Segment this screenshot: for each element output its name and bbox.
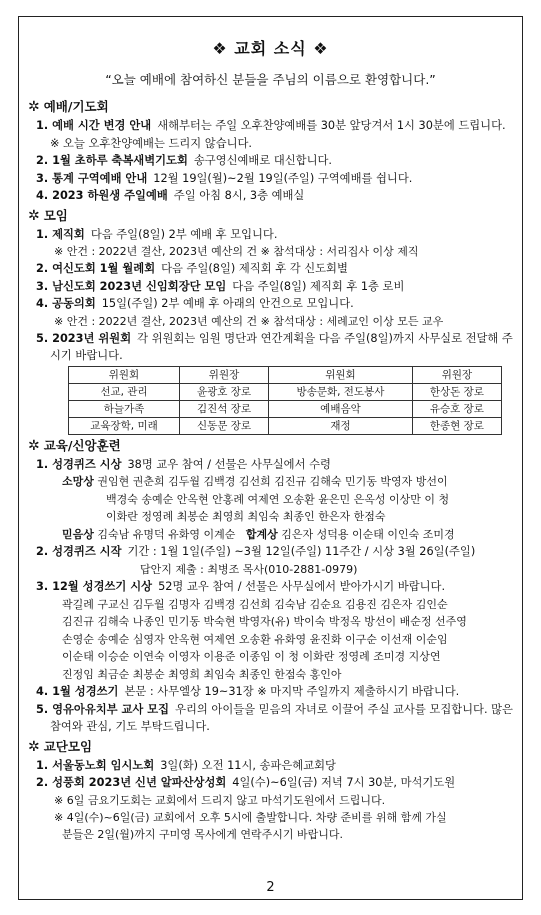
table-cell: 재정 xyxy=(269,417,413,434)
name-line: 곽길례 구교신 김두월 김명자 김백경 김선희 김숙남 김순요 김용진 김은자 김인순 xyxy=(62,597,448,611)
list-item: 1. 성경퀴즈 시상 38명 교우 참여 / 선물은 사무실에서 수령 xyxy=(36,457,331,471)
table-cell: 교육장학, 미래 xyxy=(69,417,180,434)
section-title: 모임 xyxy=(43,207,68,223)
note: 답안지 제출 : 최병조 목사(010-2881-0979) xyxy=(140,562,358,576)
table-header: 위원회 xyxy=(269,366,413,383)
award-line: 이화란 정영례 최봉순 최영희 최임숙 최종인 한은자 한점숙 xyxy=(106,510,386,523)
name-line: 손영순 송예순 심영자 안옥현 여제연 오송환 유화영 윤진화 이구순 이선재 이순임 xyxy=(62,632,448,646)
table-header: 위원장 xyxy=(179,366,268,383)
asterisk-icon: ✲ xyxy=(28,437,40,454)
note: ※ 4일(수)~6일(금) 교회에서 오후 5시에 출발합니다. 차량 준비를 위해 함께 가실 xyxy=(54,810,447,824)
table-cell: 선교, 관리 xyxy=(69,383,180,400)
page-number: 2 xyxy=(266,880,275,895)
list-item: 2. 성경퀴즈 시작 기간 : 1월 1일(주일) ~3월 12일(주일) 11주간 / 시상 3월 26일(주일) xyxy=(36,545,476,558)
section-denomination xyxy=(28,738,514,756)
name-line: 이순태 이승순 이연숙 이영자 이용준 이종임 이 청 이화란 정영례 조미경 지상연 xyxy=(62,650,441,663)
section-title: 예배/기도회 xyxy=(43,99,109,114)
section-title: 교육/신앙훈련 xyxy=(43,437,121,453)
table-cell: 윤광호 장로 xyxy=(179,383,268,400)
table-cell: 신동문 장로 xyxy=(179,417,268,434)
award-line: 소망상 권임현 권춘희 김두월 김백경 김선희 김진규 김해숙 민기동 박영자 방선이 xyxy=(62,475,448,488)
table-cell: 예배음악 xyxy=(269,400,413,417)
table-row xyxy=(69,383,502,400)
list-item: 3. 12월 성경쓰기 시상 52명 교우 참여 / 선물은 사무실에서 받아가시기 바랍니다. xyxy=(36,580,446,593)
section-education xyxy=(28,437,514,455)
award-line: 믿음상 김숙남 유명덕 유화영 이계순 합계상 김은자 성덕용 이순태 이인숙 조미경 xyxy=(62,527,455,541)
list-item: 2. 1월 초하루 축복새벽기도회 송구영신예배로 대신합니다. xyxy=(36,154,332,167)
asterisk-icon: ✲ xyxy=(28,207,40,224)
note: 분들은 2일(월)까지 구미영 목사에게 연락주시기 바랍니다. xyxy=(62,827,343,841)
section-worship xyxy=(28,98,514,116)
table-row xyxy=(69,400,502,417)
list-item: 2. 여신도회 1월 월례회 다음 주일(8일) 제직회 후 각 신도회별 xyxy=(36,262,348,275)
list-item: 2. 성풍회 2023년 신년 알파산상성회 4일(수)~6일(금) 저녁 7시 30분, 마석기도원 xyxy=(36,776,456,789)
table-cell: 방송문화, 전도봉사 xyxy=(269,383,413,400)
list-item: 4. 2023 하원생 주일예배 주일 아침 8시, 3층 예배실 xyxy=(36,189,305,202)
list-item: 5. 영유아유치부 교사 모집 우리의 아이들을 믿음의 자녀로 이끌어 주실 교사를 모집합니다. 많은 참여와 관심, 기도 부탁드립니다. xyxy=(36,702,513,733)
note: ※ 안건 : 2022년 결산, 2023년 예산의 건 ※ 참석대상 : 세례교인 이상 모든 교우 xyxy=(54,314,444,328)
note: ※ 6일 금요기도회는 교회에서 드리지 않고 마석기도원에서 드립니다. xyxy=(54,793,386,807)
table-cell: 하늘가족 xyxy=(69,400,180,417)
note: ※ 안건 : 2022년 결산, 2023년 예산의 건 ※ 참석대상 : 서리집사 이상 제직 xyxy=(54,245,419,258)
page-title: ❖ 교회 소식 ❖ xyxy=(212,39,329,58)
welcome-message: “오늘 예배에 참여하신 분들을 주님의 이름으로 환영합니다.” xyxy=(105,72,436,87)
table-cell: 유승호 장로 xyxy=(412,400,501,417)
committee-table xyxy=(68,366,502,435)
list-item: 3. 통계 구역예배 안내 12월 19일(월)~2월 19일(주일) 구역예배를 쉽니다. xyxy=(36,171,413,185)
list-item: 3. 남신도회 2023년 신임회장단 모임 다음 주일(8일) 제직회 후 1층 로비 xyxy=(36,279,405,293)
list-item: 1. 제직회 다음 주일(8일) 2부 예배 후 모입니다. xyxy=(36,227,278,241)
table-cell: 한종현 장로 xyxy=(412,417,501,434)
asterisk-icon: ✲ xyxy=(28,738,40,755)
list-item: 5. 2023년 위원회 각 위원회는 임원 명단과 연간계획을 다음 주일(8일)까지 사무실로 전달해 주시기 바랍니다. xyxy=(36,331,513,362)
table-row xyxy=(69,417,502,434)
list-item: 4. 공동의회 15일(주일) 2부 예배 후 아래의 안건으로 모입니다. xyxy=(36,297,354,310)
award-line: 백경숙 송예순 안옥현 안홍례 여제연 오송환 윤은민 은옥성 이상만 이 청 xyxy=(106,492,450,506)
list-item: 1. 서울동노회 임시노회 3일(화) 오전 11시, 송파은혜교회당 xyxy=(36,758,336,772)
news-content xyxy=(28,96,514,843)
section-title: 교단모임 xyxy=(43,738,93,754)
list-item: 1. 예배 시간 변경 안내 새해부터는 주일 오후찬양예배를 30분 앞당겨서 1시 30분에 드립니다. ※ 오늘 오후찬양예배는 드리지 않습니다. xyxy=(36,119,506,150)
table-cell: 한상돈 장로 xyxy=(412,383,501,400)
name-line: 진정임 최금순 최봉순 최영희 최임숙 최종인 한점숙 홍인아 xyxy=(62,667,342,681)
table-header: 위원회 xyxy=(69,366,180,383)
name-line: 김진규 김해숙 나종인 민기동 박숙현 박영자(유) 박이숙 박정옥 방선이 배순정 선주영 xyxy=(62,615,467,628)
list-item: 4. 1월 성경쓰기 본문 : 사무엘상 19~31장 ※ 마지막 주일까지 제출하시기 바랍니다. xyxy=(36,685,460,698)
table-header-row xyxy=(69,366,502,383)
asterisk-icon: ✲ xyxy=(28,99,40,115)
table-header: 위원장 xyxy=(412,366,501,383)
section-meetings xyxy=(28,207,514,225)
table-cell: 김진석 장로 xyxy=(179,400,268,417)
